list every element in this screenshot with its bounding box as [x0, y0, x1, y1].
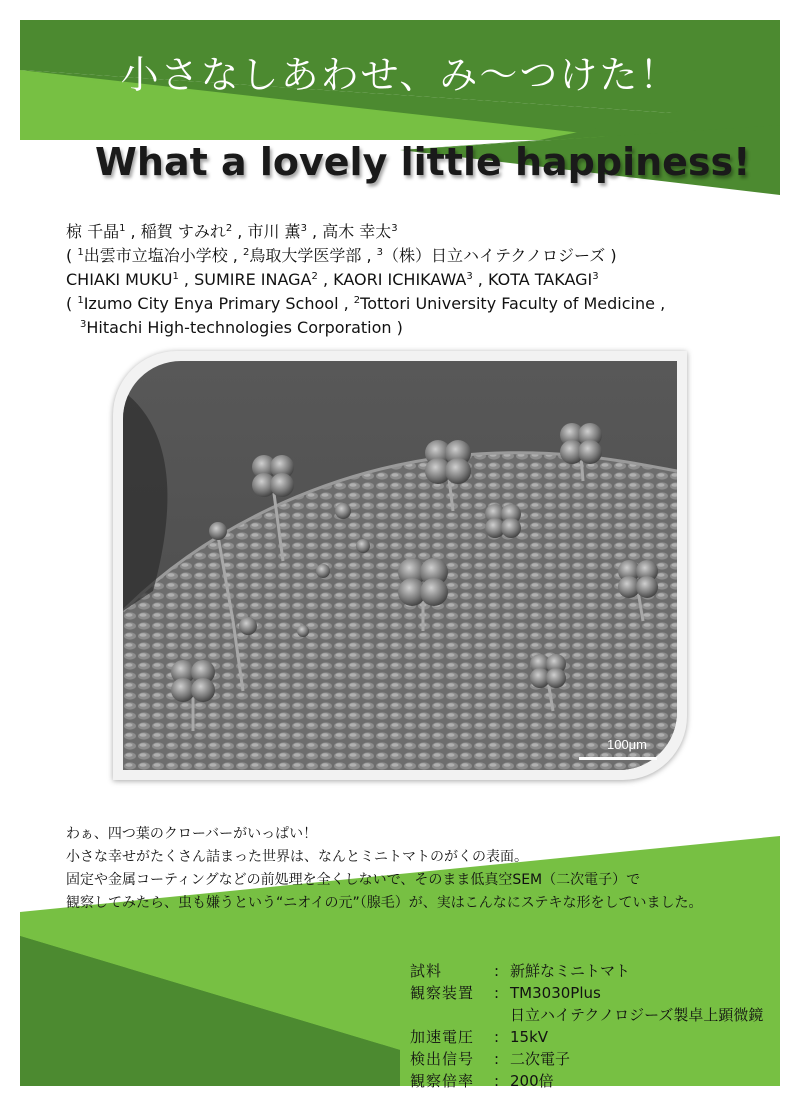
description-block: [66, 823, 766, 915]
sem-image-frame: [113, 351, 687, 780]
author-names-jp: 椋 千晶$^1$ , 稲賀 すみれ$^2$ , 市川 薫$^3$ , 高木 幸太$^3$: [66, 222, 398, 241]
sem-image: [123, 361, 677, 770]
spec-row-instrument: 観察装置 : TM3030Plus: [410, 984, 601, 1002]
spec-row-voltage: 加速電圧 : 15kV: [410, 1028, 549, 1046]
scale-bar-label: 100μm: [606, 737, 647, 752]
affiliations-en: ( $^1$Izumo City Enya Primary School , $^2$Tottori University Faculty of Medicine ,: [66, 294, 666, 313]
description-line: 固定や金属コーティングなどの前処理を全くしないで、そのまま低真空SEM（二次電子）で: [66, 872, 641, 888]
authors-block: [66, 220, 766, 340]
spec-row-instrument-cont: 日立ハイテクノロジーズ製卓上顕微鏡: [510, 1006, 764, 1024]
spec-row-signal: 検出信号 : 二次電子: [410, 1050, 571, 1068]
spec-row-magnification: 観察倍率 : 200倍: [410, 1072, 554, 1090]
header-banner: [0, 0, 800, 220]
description-line: わぁ、四つ葉のクローバーがいっぱい！: [66, 826, 318, 842]
description-line: 小さな幸せがたくさん詰まった世界は、なんとミニトマトのがくの表面。: [66, 849, 528, 865]
scale-bar: [579, 757, 657, 760]
page-title-jp: 小さなしあわせ、み～つけた！: [120, 53, 680, 97]
specs-table: [410, 960, 763, 1092]
affiliations-en-cont: $^3$Hitachi High-technologies Corporation ): [80, 318, 403, 337]
description-line: 観察してみたら、虫も嫌うという“ニオイの元”（腺毛）が、実はこんなにステキな形をしていました。: [66, 895, 703, 911]
author-names-en: CHIAKI MUKU$^1$ , SUMIRE INAGA$^2$ , KAORI ICHIKAWA$^3$ , KOTA TAKAGI$^3$: [66, 270, 599, 289]
affiliations-jp: ( $^1$出雲市立塩冶小学校 , $^2$鳥取大学医学部 , $^3$（株）日立ハイテクノロジーズ ): [66, 246, 617, 265]
header-background: [0, 0, 800, 220]
page-title-en: What a lovely little happiness!: [95, 140, 751, 184]
spec-row-sample: 試料 : 新鮮なミニトマト: [410, 962, 631, 980]
